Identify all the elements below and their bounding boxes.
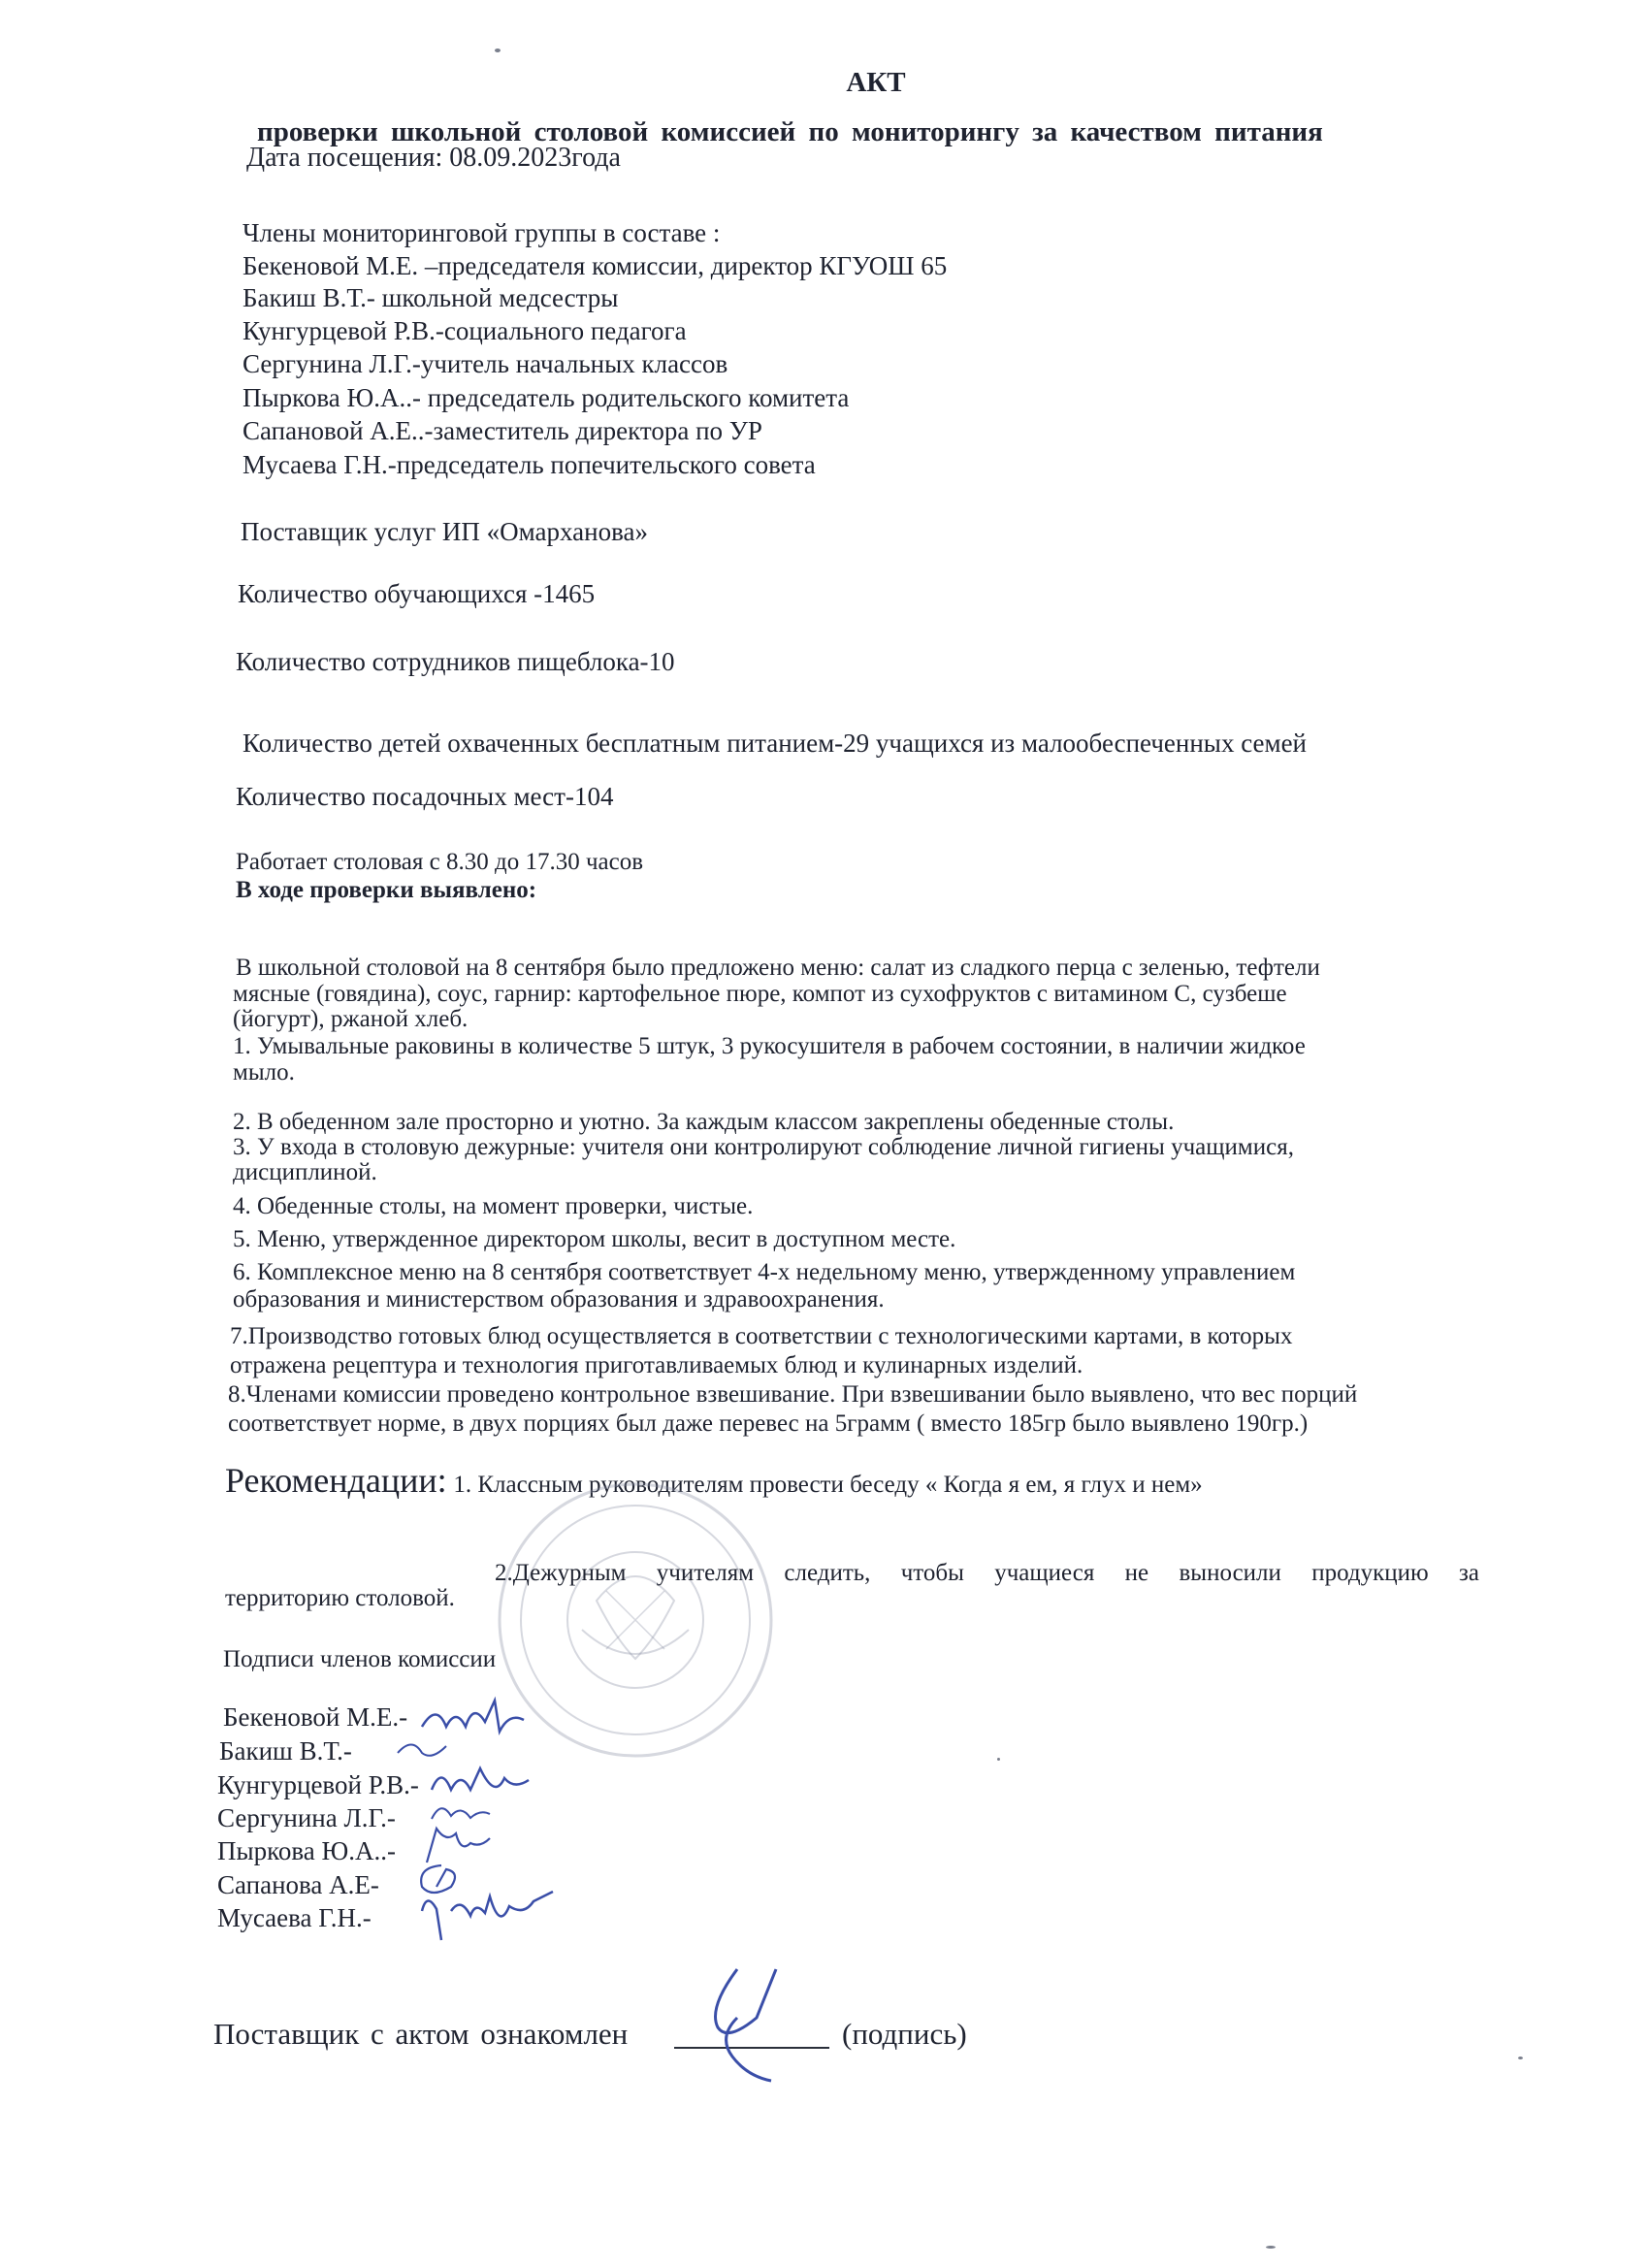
findings-line: 5. Меню, утвержденное директором школы, весит в доступном месте. [233,1226,956,1252]
member-line: Сапановой А.Е..-заместитель директора по УР [242,416,762,445]
staff-count: Количество сотрудников пищеблока-10 [236,647,675,676]
document-title: АКТ [846,67,906,98]
visit-date: Дата посещения: 08.09.2023года [246,143,621,173]
signature-line: Пыркова Ю.А..- [217,1836,397,1865]
recommendation-item: 1. Классным руководителям провести беседу « Когда я ем, я глух и нем» [453,1472,1203,1498]
signature-line: Сапанова А.Е- [217,1870,379,1899]
supplier-info: Поставщик услуг ИП «Омарханова» [241,517,648,546]
member-line: Кунгурцевой Р.В.-социального педагога [242,316,687,345]
supplier-acknowledgement: Поставщик с актом ознакомлен [213,2017,629,2051]
working-hours: Работает столовая с 8.30 до 17.30 часов [236,849,644,875]
member-line: Мусаева Г.Н.-председатель попечительского совета [242,450,816,479]
free-meals-count: Количество детей охваченных бесплатным питанием-29 учащихся из малообеспеченных семей [242,729,1308,758]
signature-line: Кунгурцевой Р.В.- [217,1770,419,1799]
signature-line: Бакиш В.Т.- [219,1736,352,1766]
findings-line: 2. В обеденном зале просторно и уютно. За каждым классом закреплены обеденные столы. [233,1109,1175,1135]
supplier-signature [679,1960,805,2086]
findings-line: мыло. [233,1059,295,1085]
member-line: Пыркова Ю.А..- председатель родительского комитета [242,383,850,412]
findings-line: 8.Членами комиссии проведено контрольное взвешивание. При взвешивании было выявлено, что вес порций [228,1381,1358,1408]
findings-line: В школьной столовой на 8 сентября было предложено меню: салат из сладкого перца с зеленью, тефтели [236,955,1320,981]
scan-speck [1518,2057,1523,2059]
signature-line: Сергунина Л.Г.- [217,1803,396,1832]
findings-line: соответствует норме, в двух порциях был даже перевес на 5грамм ( вместо 185гр было выявлено 190гр.) [228,1410,1309,1437]
findings-line: 1. Умывальные раковины в количестве 5 штук, 3 рукосушителя в рабочем состоянии, в наличии жидкое [233,1033,1306,1059]
findings-line: мясные (говядина), соус, гарнир: картофельное пюре, компот из сухофруктов с витамином С, сузбеше [233,981,1287,1007]
scan-speck [495,49,501,52]
findings-line: 3. У входа в столовую дежурные: учителя они контролируют соблюдение личной гигиены учащимися, [233,1134,1294,1160]
findings-line: 4. Обеденные столы, на момент проверки, чистые. [233,1193,754,1219]
scan-speck [1266,2246,1276,2249]
signatures-heading: Подписи членов комиссии [223,1646,497,1672]
seats-count: Количество посадочных мест-104 [236,782,614,811]
signature-caption: (подпись) [842,2017,967,2051]
findings-line: отражена рецептура и технология приготавливаемых блюд и кулинарных изделий. [230,1352,1083,1378]
findings-line: 6. Комплексное меню на 8 сентября соответствует 4-х недельному меню, утвержденному управлением [233,1259,1296,1285]
scan-speck [997,1758,1000,1761]
member-line: Сергунина Л.Г.-учитель начальных классов [242,349,728,378]
signature-line: Мусаева Г.Н.- [217,1903,372,1932]
handwritten-signature [417,1882,563,1960]
findings-line: 7.Производство готовых блюд осуществляется в соответствии с технологическими картами, в которых [230,1323,1293,1349]
members-heading: Члены мониторинговой группы в составе : [242,218,721,247]
findings-line: (йогурт), ржаной хлеб. [233,1006,469,1032]
signature-line: Бекеновой М.Е.- [223,1702,408,1732]
findings-line: дисциплиной. [233,1159,377,1185]
findings-heading: В ходе проверки выявлено: [236,877,537,903]
document-subtitle: проверки школьной столовой комиссией по мониторингу за качеством питания [257,116,1323,147]
students-count: Количество обучающихся -1465 [238,579,596,608]
recommendation-item: 2.Дежурным учителям следить, чтобы учащиеся не выносили продукцию за [495,1560,1479,1586]
findings-line: образования и министерством образования и здравоохранения. [233,1286,885,1312]
recommendations-heading: Рекомендации: [225,1461,447,1500]
member-line: Бакиш В.Т.- школьной медсестры [242,283,619,312]
recommendation-item: территорию столовой. [225,1585,455,1611]
member-line: Бекеновой М.Е. –председателя комиссии, директор КГУОШ 65 [242,251,948,280]
